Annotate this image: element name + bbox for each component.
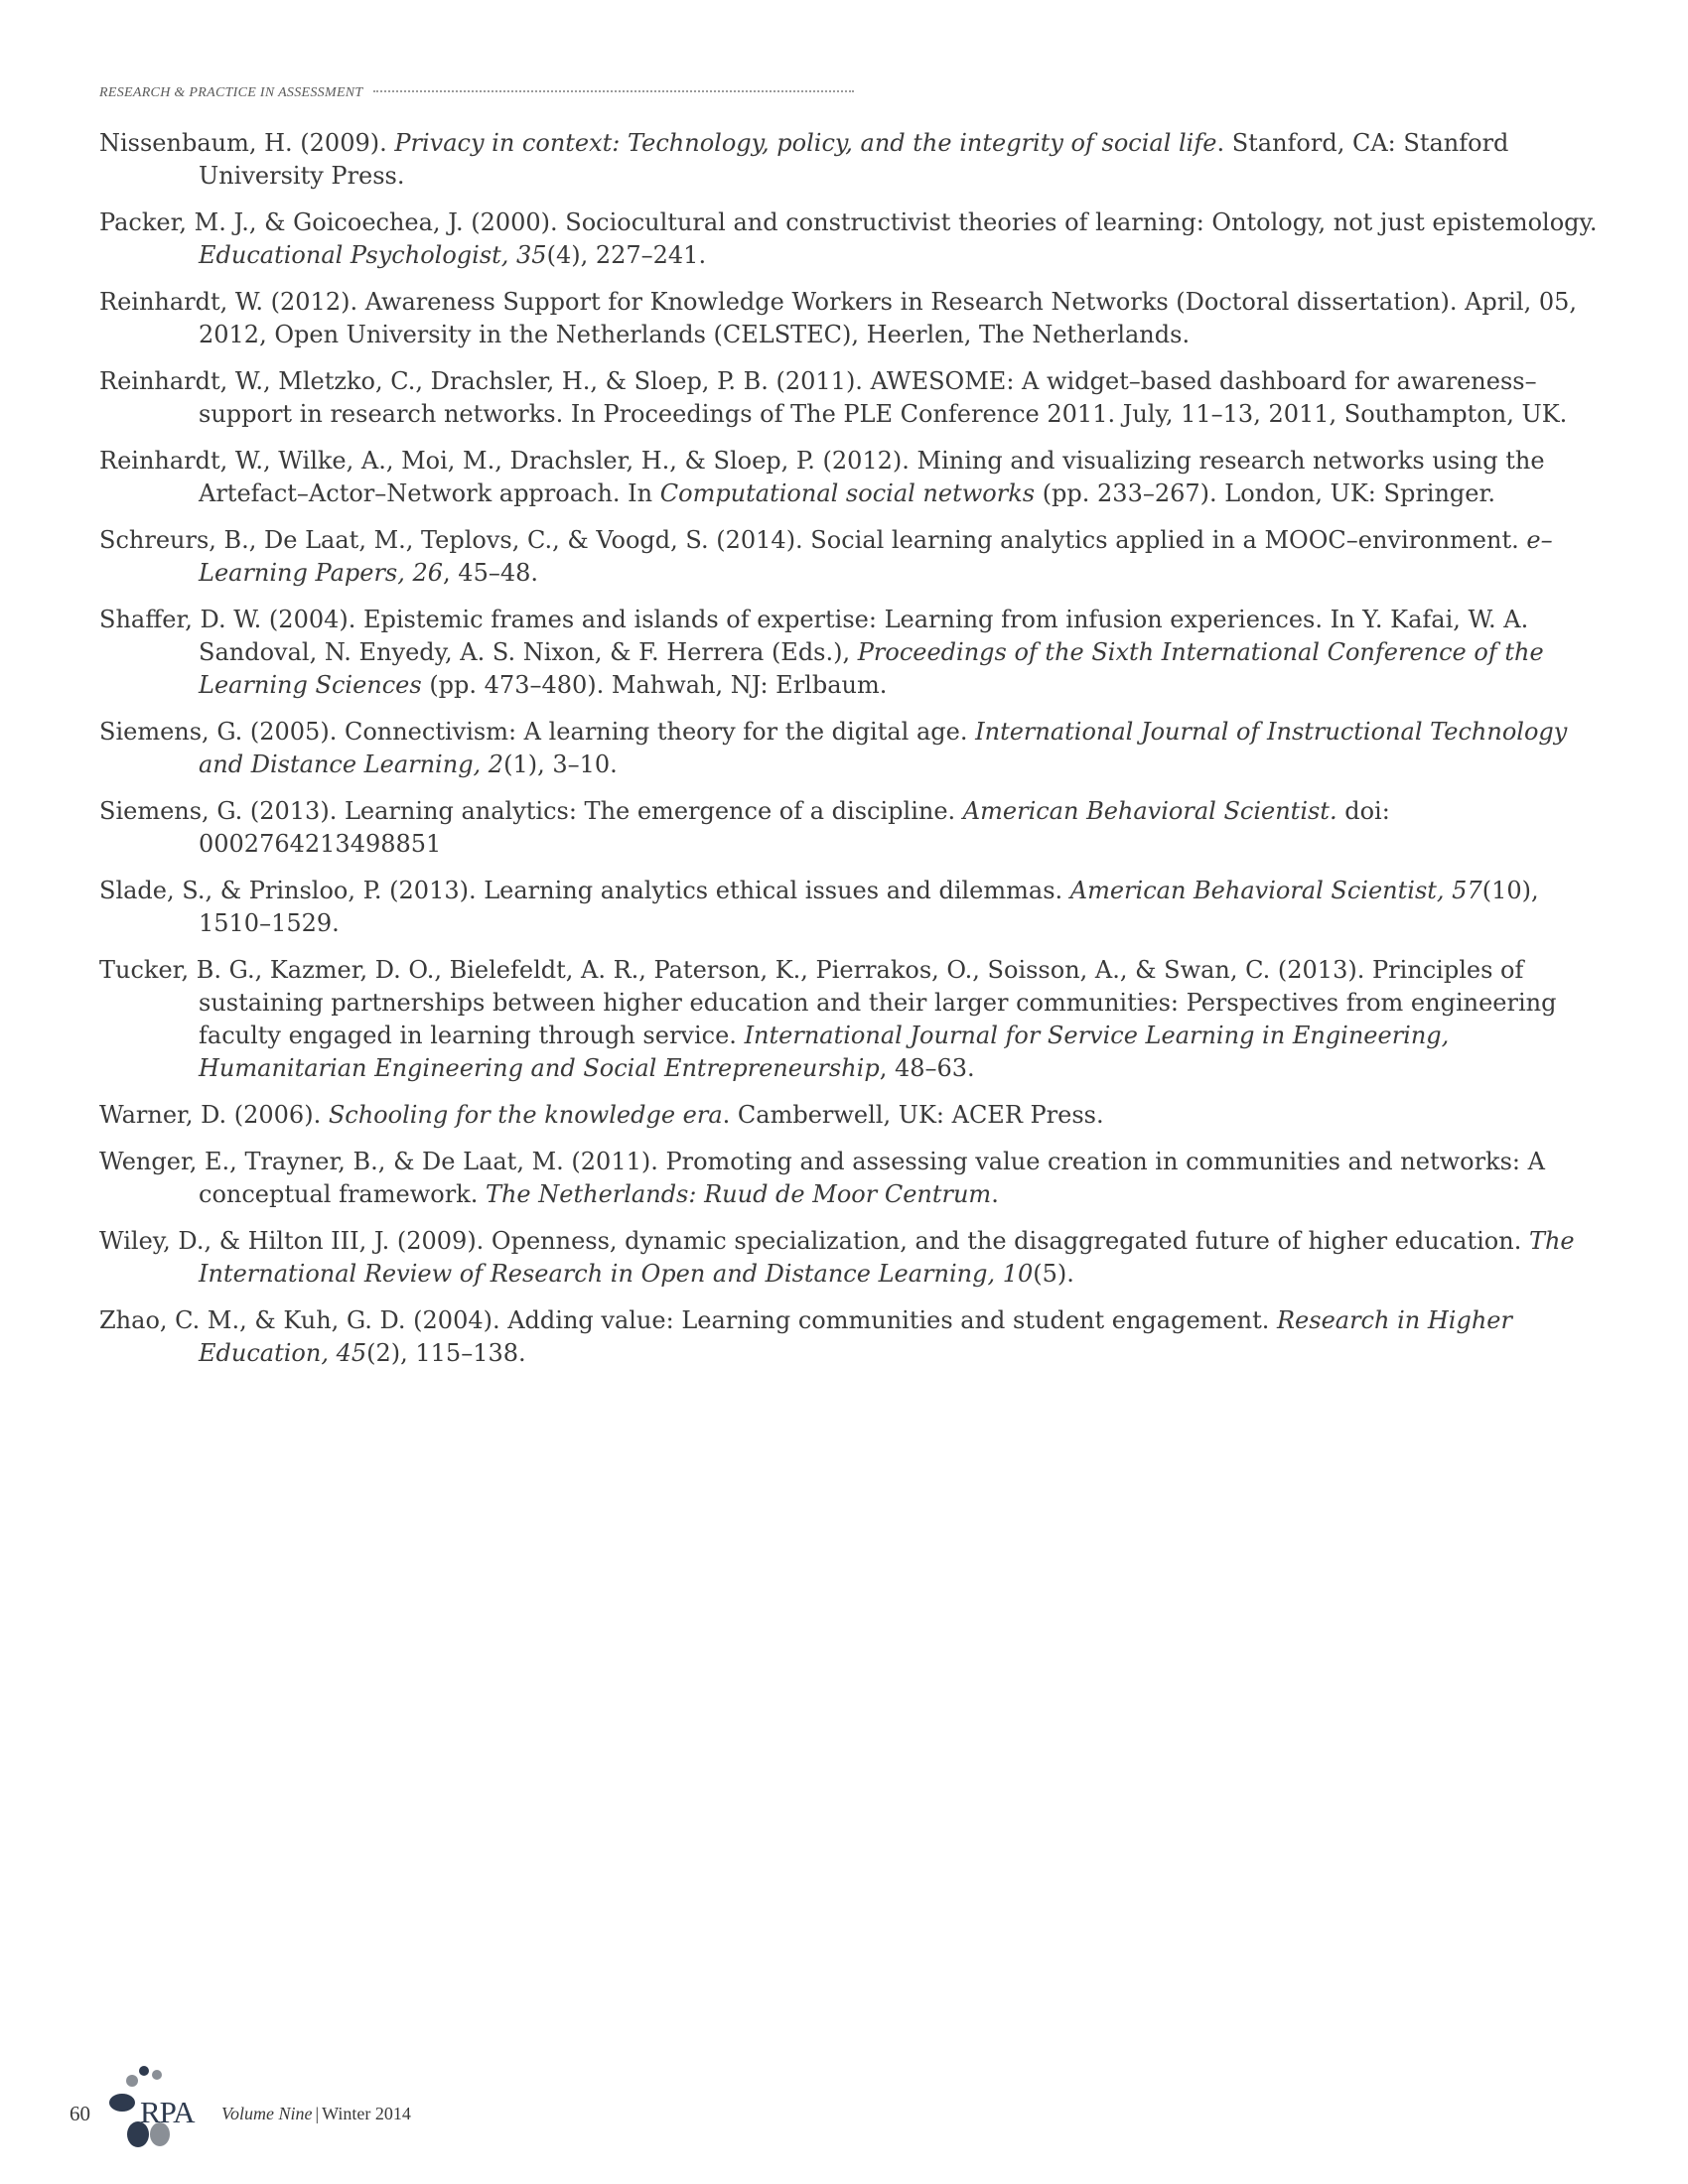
reference-pre-text: Reinhardt, W., Mletzko, C., Drachsler, H., & Sloep, P. B. (2011). AWESOME: A widget–based dashboard for awareness–support in research networks. In Proceedings of The PLE Conference 2011. July, 11–13, 2011, Southampton, UK.	[99, 367, 1568, 428]
reference-post-text: (2), 115–138.	[366, 1339, 526, 1367]
reference-post-text: (10), 1510–1529.	[199, 877, 1539, 937]
reference-post-text: . Stanford, CA: Stanford University Press.	[199, 129, 1509, 190]
reference-italic-title: e–Learning Papers, 26	[199, 526, 1553, 587]
reference-entry	[99, 795, 1599, 861]
reference-entry	[99, 127, 1599, 193]
reference-pre-text: Tucker, B. G., Kazmer, D. O., Bielefeldt, A. R., Paterson, K., Pierrakos, O., Soisson, A., & Swan, C. (2013). Principles of sustaining partnerships between higher education and their larger communities: Perspectives from engineering faculty engaged in learning through service.	[99, 956, 1557, 1049]
reference-entry	[99, 1099, 1599, 1132]
reference-entry	[99, 206, 1599, 272]
reference-post-text: , 45–48.	[443, 559, 539, 587]
reference-entry	[99, 875, 1599, 940]
volume-separator: |	[315, 2103, 320, 2123]
reference-italic-title: American Behavioral Scientist, 57	[1069, 877, 1482, 904]
reference-italic-title: Schooling for the knowledge era	[328, 1101, 723, 1129]
reference-post-text: doi: 0002764213498851	[199, 797, 1390, 858]
reference-post-text: , 48–63.	[879, 1054, 975, 1082]
reference-pre-text: Wenger, E., Trayner, B., & De Laat, M. (2011). Promoting and assessing value creation in communities and networks: A conceptual framework.	[99, 1148, 1545, 1208]
reference-pre-text: Zhao, C. M., & Kuh, G. D. (2004). Adding value: Learning communities and student engagement.	[99, 1306, 1277, 1334]
reference-post-text: (4), 227–241.	[546, 241, 707, 269]
rpa-logo	[104, 2063, 196, 2152]
page-number: 60	[70, 2101, 90, 2125]
reference-entry	[99, 604, 1599, 702]
reference-entry	[99, 954, 1599, 1085]
reference-italic-title: Proceedings of the Sixth International Conference of the Learning Sciences	[199, 638, 1544, 699]
reference-list	[99, 127, 1599, 1384]
reference-pre-text: Wiley, D., & Hilton III, J. (2009). Openness, dynamic specialization, and the disaggregated future of higher education.	[99, 1227, 1529, 1255]
reference-pre-text: Slade, S., & Prinsloo, P. (2013). Learning analytics ethical issues and dilemmas.	[99, 877, 1070, 904]
reference-post-text: (pp. 473–480). Mahwah, NJ: Erlbaum.	[421, 671, 888, 699]
reference-italic-title: American Behavioral Scientist.	[962, 797, 1337, 825]
reference-entry	[99, 1225, 1599, 1291]
reference-italic-title: International Journal of Instructional Technology and Distance Learning, 2	[199, 718, 1568, 778]
issue-label: Winter 2014	[322, 2103, 411, 2123]
reference-italic-title: International Journal for Service Learning in Engineering, Humanitarian Engineering and Social Entrepreneurship	[199, 1022, 1450, 1082]
reference-italic-title: Research in Higher Education, 45	[199, 1306, 1512, 1367]
volume-label: Volume Nine	[221, 2103, 313, 2123]
reference-entry	[99, 286, 1599, 351]
logo-text: RPA	[140, 2095, 195, 2129]
reference-pre-text: Schreurs, B., De Laat, M., Teplovs, C., & Voogd, S. (2014). Social learning analytics applied in a MOOC–environment.	[99, 526, 1527, 554]
journal-title: RESEARCH & PRACTICE IN ASSESSMENT	[99, 85, 363, 100]
reference-pre-text: Shaffer, D. W. (2004). Epistemic frames and islands of expertise: Learning from infusion experiences. In Y. Kafai, W. A. Sandoval, N. Enyedy, A. S. Nixon, & F. Herrera (Eds.),	[99, 606, 1529, 666]
reference-italic-title: Educational Psychologist, 35	[199, 241, 547, 269]
reference-pre-text: Reinhardt, W., Wilke, A., Moi, M., Drachsler, H., & Sloep, P. (2012). Mining and visualizing research networks using the Artefact–Actor–Network approach. In	[99, 447, 1545, 507]
reference-pre-text: Warner, D. (2006).	[99, 1101, 329, 1129]
reference-post-text: . Camberwell, UK: ACER Press.	[722, 1101, 1104, 1129]
reference-entry	[99, 445, 1599, 510]
reference-pre-text: Siemens, G. (2013). Learning analytics: The emergence of a discipline.	[99, 797, 963, 825]
reference-italic-title: The Netherlands: Ruud de Moor Centrum	[485, 1180, 992, 1208]
reference-entry	[99, 524, 1599, 590]
reference-pre-text: Reinhardt, W. (2012). Awareness Support for Knowledge Workers in Research Networks (Doctoral dissertation). April, 05, 2012, Open University in the Netherlands (CELSTEC), Heerlen, The Netherlands.	[99, 288, 1578, 348]
reference-italic-title: The International Review of Research in Open and Distance Learning, 10	[199, 1227, 1575, 1288]
reference-post-text: (pp. 233–267). London, UK: Springer.	[1035, 479, 1495, 507]
reference-pre-text: Packer, M. J., & Goicoechea, J. (2000). Sociocultural and constructivist theories of learning: Ontology, not just epistemology.	[99, 208, 1598, 236]
reference-entry	[99, 1146, 1599, 1211]
reference-entry	[99, 365, 1599, 431]
reference-italic-title: Privacy in context: Technology, policy, and the integrity of social life	[394, 129, 1217, 157]
reference-pre-text: Siemens, G. (2005). Connectivism: A learning theory for the digital age.	[99, 718, 976, 746]
reference-post-text: .	[991, 1180, 999, 1208]
running-header	[99, 81, 854, 105]
reference-entry	[99, 1304, 1599, 1370]
reference-italic-title: Computational social networks	[659, 479, 1036, 507]
reference-entry	[99, 716, 1599, 781]
reference-pre-text: Nissenbaum, H. (2009).	[99, 129, 395, 157]
reference-post-text: (1), 3–10.	[503, 751, 618, 778]
volume-info	[221, 2104, 411, 2124]
header-dotted-rule	[373, 90, 854, 92]
reference-post-text: (5).	[1033, 1260, 1074, 1288]
page-footer	[70, 2063, 566, 2152]
